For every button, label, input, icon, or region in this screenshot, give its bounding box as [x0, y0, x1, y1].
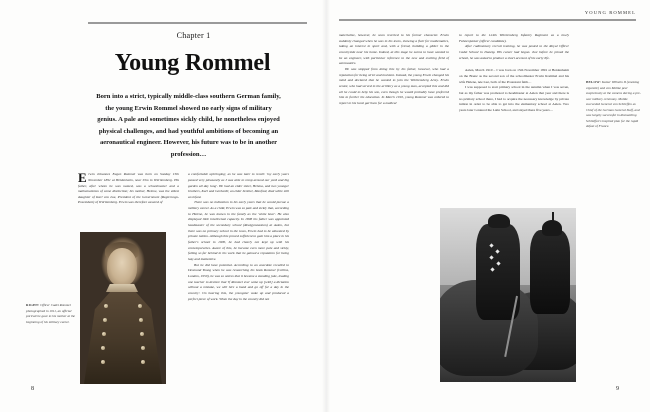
folio-right: 9: [616, 386, 619, 392]
body-paragraph: a comfortable upbringing; as he was later to recall: 'my early years passed very pleasantly as I was able to romp around our yard and big garden all day long'. He had an elder sister, Helena, and two younger brothers, Karl and Gerhardt; an elder brother, Manfred, died while still an infant.: [188, 172, 289, 199]
caption-lead-in: BELOW:: [586, 80, 601, 84]
pickelhaube-helmet-icon: [542, 220, 562, 236]
collar-shape: [106, 284, 138, 292]
helmet-spike-icon: [552, 212, 554, 221]
running-head-rule: [339, 19, 636, 21]
caption-text: Officer Cadet Rommel photographed in 1911, an official portrait he gave to his mother at the beginning of his military career.: [26, 303, 76, 324]
button-shape: [138, 304, 142, 308]
body-paragraph: to report to the 124th Württemberg Infantry Regiment as a lowly Fahnenjunker (officer candidate).: [459, 33, 569, 43]
chapter-standfirst: Born into a strict, typically middle-class southern German family, the young Erwin Rommel showed no early signs of military genius. A pale and sometimes sickly child, he nonetheless enjoyed physical challenges, and had youthful ambitions of becoming an aeronautical engineer. However, his future was to be in another profession…: [96, 93, 281, 158]
button-shape: [141, 346, 145, 350]
caption-lead-in: RIGHT:: [26, 303, 40, 307]
button-shape: [101, 346, 105, 350]
folio-left: 8: [31, 386, 34, 392]
body-paragraph: There was no indication in his early years that he would pursue a military career. As a child, Erwin was so pale and sickly that, according to Helene, he was known in the family as the 'white bear'. He also displayed little intellectual capacity. In 1898 his father was appointed headmaster of the secondary school (Realgymnasium) at Aalen, but there was no primary school in the town, Erwin had to be educated by private tuition. Although this proved sufficient to gain him a place in his father's school in 1900, he had clearly not kept up with his contemporaries. Aware of this, he became even more pale and sickly, falling so far behind in his work that he gained a reputation for being lazy and inattentive.: [188, 200, 290, 262]
right-column-one: [339, 33, 449, 114]
extract-paragraph: Aalen, March 1910 – I was born on 15th November 1891 at Heidenheim on the Brenz as the second son of the schoolmaster Erwin Rommel and his wife Helene, née Luz, both of the Protestant faith…: [459, 68, 569, 84]
body-paragraph: materialise, however, he soon reverted to his former character. Erwin suddenly changed when he was in his teens, showing a flair for mathematics, taking an interest in sport and, with a friend, building a glider in the countryside near his home. Indeed, at this stage he seems to have wanted to be an engineer, with particular reference to the new and exciting field of aeronautics.: [339, 33, 449, 66]
button-shape: [141, 360, 145, 364]
peaked-cap-icon: [488, 214, 510, 228]
caption-right: [586, 80, 642, 130]
rider-shape: [530, 230, 570, 314]
button-shape: [102, 332, 106, 336]
button-shape: [104, 304, 108, 308]
body-paragraph: He was stopped from doing this by his father, however, who had a reputation for being strict and insistent. Instead, the young Erwin changed his mind and declared that he wanted to join the Württemberg Army. Erwin senior, who had served in the artillery as a young man, accepted this and did all he could to help his son, even though he would probably have preferred him to further his education. In March 1910, young Rommel was ordered to report to his local garrison for a medical: [339, 66, 449, 105]
page-title: Young Rommel: [114, 50, 271, 76]
body-text: rwin Johannes Eugen Rommel was born on Sunday 15th November 1891 at Heidenheim, near Ulm in Württemberg. His father, after whom he was named, was a schoolmaster and a mathematician of some distinction; his mother, Helene, was the eldest daughter of Karl von Luz, President of the Government (Regierungs-Praesident) of Württemberg. Erwin was therefore assured of: [78, 172, 179, 205]
button-shape: [103, 318, 107, 322]
body-paragraph: After rudimentary recruit training, he was posted to the Royal Officer Cadet School in Danzig. His career had begun. Just before he joined the school, he was asked to produce a short account of his early life.: [459, 44, 569, 60]
button-shape: [140, 332, 144, 336]
extract-paragraph: I was supposed to start primary school in the autumn when I was seven, but as my father was promoted to headmaster at Aalen that year and there is no primary school there, I had to acquire the necessary knowledge by private tuition in order to be able to get into the elementary school at Aalen. Two years later I entered the Latin School, and stayed there five years…: [459, 85, 569, 112]
chapter-head-rule: [88, 22, 307, 24]
left-column-two: [188, 172, 289, 302]
cavalry-officers-image: [440, 208, 576, 382]
tunic-shape: [84, 288, 162, 384]
body-paragraph: But he did have potential. According to an anecdote recalled to Desmond Young when he was researching his book Rommel (Collins, London, 1950), he was so unless that it became a standing joke, leading one teacher to declare that 'if Rommel ever woke up [with] a dictation without a mistake, we will hire a band and go off for a day in the country'. On hearing this, the youngster woke up and produced a perfect piece of work. When the day in the country did not: [188, 262, 289, 301]
button-shape: [101, 360, 105, 364]
caption-text: Kaiser Wilhelm II (smoking cigarette) and von Moltke peer suspiciously at the camera during a pre-war military ceremony. Moltke succeeded General von Schlieffen as Chief of the German General Staff, and was largely successful in dismantling Schlieffen's inspired plan for the rapid defeat of France.: [586, 80, 641, 129]
button-shape: [139, 318, 143, 322]
caption-left: [26, 303, 76, 325]
face-shape: [107, 248, 137, 286]
chapter-label: Chapter 1: [176, 31, 211, 40]
running-head: YOUNG ROMMEL: [584, 10, 636, 15]
officer-cadet-portrait-image: [80, 232, 166, 384]
body-paragraph: [78, 172, 179, 206]
right-column-two: [459, 33, 569, 114]
drop-cap: E: [78, 170, 87, 186]
